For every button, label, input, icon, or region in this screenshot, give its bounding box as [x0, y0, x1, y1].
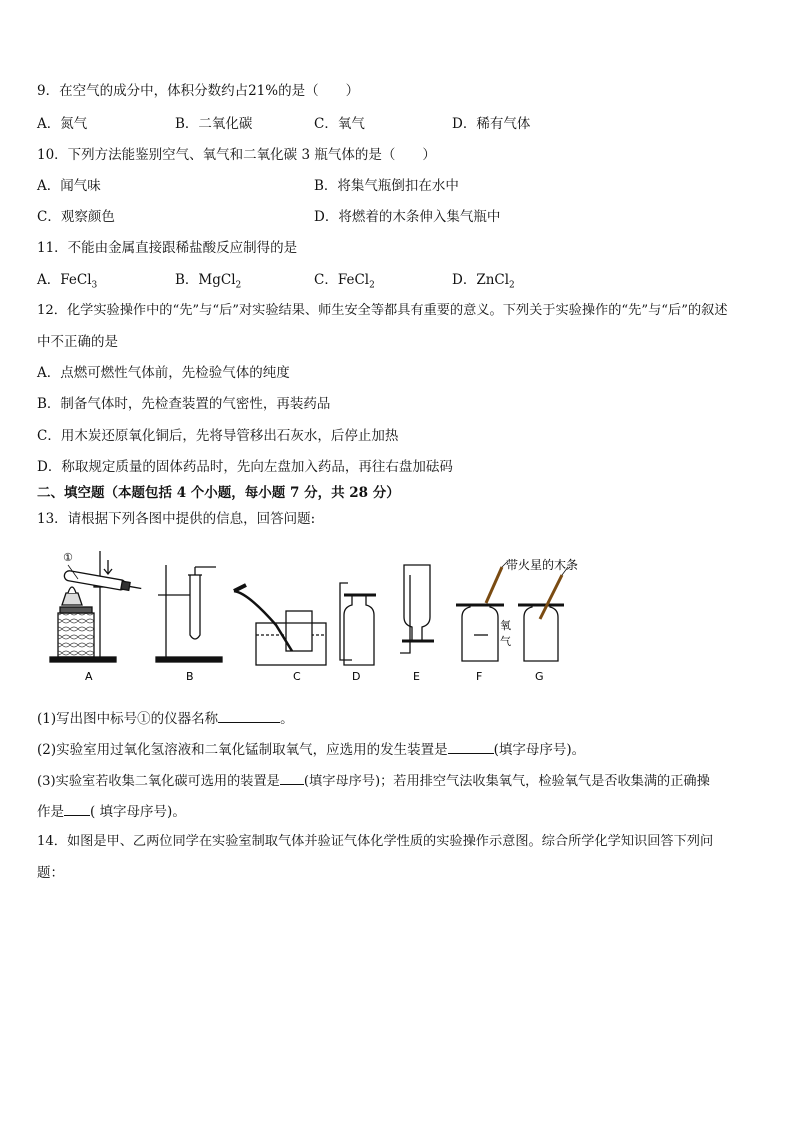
q11-option-d: D．ZnCl$_2$ [452, 272, 515, 291]
oxygen-label-2: 气 [500, 635, 511, 648]
apparatus-g [518, 575, 564, 661]
answer-blank-4[interactable] [64, 802, 90, 816]
q14-stem-line1: 14．如图是甲、乙两位同学在实验室制取气体并验证气体化学性质的实验操作示意图。综合所学化学知识回答下列问 [37, 834, 714, 849]
q11-option-c: C．FeCl$_2$ [314, 272, 375, 291]
q9-option-d: D．稀有气体 [452, 116, 531, 132]
q11-stem: 11．不能由金属直接跟稀盐酸反应制得的是 [37, 240, 298, 256]
label-f: F [476, 670, 483, 683]
q12-option-a: A．点燃可燃性气体前，先检验气体的纯度 [37, 365, 290, 381]
apparatus-e [400, 565, 434, 653]
oxygen-label-1: 氧 [500, 619, 511, 632]
apparatus-c [234, 585, 326, 665]
q12-stem-line1: 12．化学实验操作中的“先”与“后”对实验结果、师生安全等都具有重要的意义。下列关于实验操作的“先”与“后”的叙述 [37, 303, 728, 318]
apparatus-figure [38, 545, 598, 685]
q12-stem-line2: 中不正确的是 [37, 334, 118, 350]
q9-option-c: C．氧气 [314, 116, 365, 132]
q11-option-a: A．FeCl$_3$ [37, 272, 98, 291]
apparatus-b [156, 565, 222, 662]
q10-option-d: D．将燃着的木条伸入集气瓶中 [314, 209, 501, 225]
label-e: E [413, 670, 420, 683]
q12-option-c: C．用木炭还原氧化铜后，先将导管移出石灰水，后停止加热 [37, 428, 399, 444]
q12-option-d: D．称取规定质量的固体药品时，先向左盘加入药品，再往右盘加砝码 [37, 459, 453, 475]
q10-stem: 10．下列方法能鉴别空气、氧气和二氧化碳 3 瓶气体的是（ ） [37, 147, 436, 163]
answer-blank-2[interactable] [448, 740, 494, 754]
q11-option-b: B．MgCl$_2$ [175, 272, 242, 291]
q10-option-c: C．观察颜色 [37, 209, 115, 225]
section-title: 二、填空题（本题包括 4 个小题，每小题 7 分，共 28 分） [37, 485, 400, 501]
q10-option-a: A．闻气味 [37, 178, 101, 194]
q13-stem: 13．请根据下列各图中提供的信息，回答问题: [37, 511, 316, 527]
q13-sub2: (2)实验室用过氧化氢溶液和二氧化锰制取氧气，应选用的发生装置是 (填字母序号)。 [37, 742, 586, 758]
marker-label: ① [63, 551, 73, 564]
splint-label: 带火星的木条 [506, 558, 579, 572]
q10-option-b: B．将集气瓶倒扣在水中 [314, 178, 459, 194]
q9-option-b: B．二氧化碳 [175, 116, 253, 132]
label-c: C [293, 670, 301, 683]
q14-stem-line2: 题： [37, 865, 64, 881]
q13-sub1: (1)写出图中标号①的仪器名称 。 [37, 711, 294, 727]
label-a: A [85, 670, 93, 683]
q13-sub3-line2: 作是 ( 填字母序号)。 [37, 804, 186, 820]
answer-blank-1[interactable] [218, 709, 280, 723]
q13-sub3-line1: (3)实验室若收集二氧化碳可选用的装置是 (填字母序号)；若用排空气法收集氧气，检验氧气是否收集满的正确操 [37, 771, 710, 791]
label-b: B [186, 670, 194, 683]
apparatus-d [340, 583, 376, 665]
q9-stem: 9．在空气的成分中，体积分数约占21%的是（ ） [37, 83, 360, 99]
q12-option-b: B．制备气体时，先检查装置的气密性，再装药品 [37, 396, 331, 412]
apparatus-f [456, 567, 504, 661]
label-g: G [535, 670, 544, 683]
answer-blank-3[interactable] [280, 771, 304, 785]
label-d: D [352, 670, 361, 683]
apparatus-a [50, 551, 142, 662]
q9-option-a: A．氮气 [37, 116, 88, 132]
